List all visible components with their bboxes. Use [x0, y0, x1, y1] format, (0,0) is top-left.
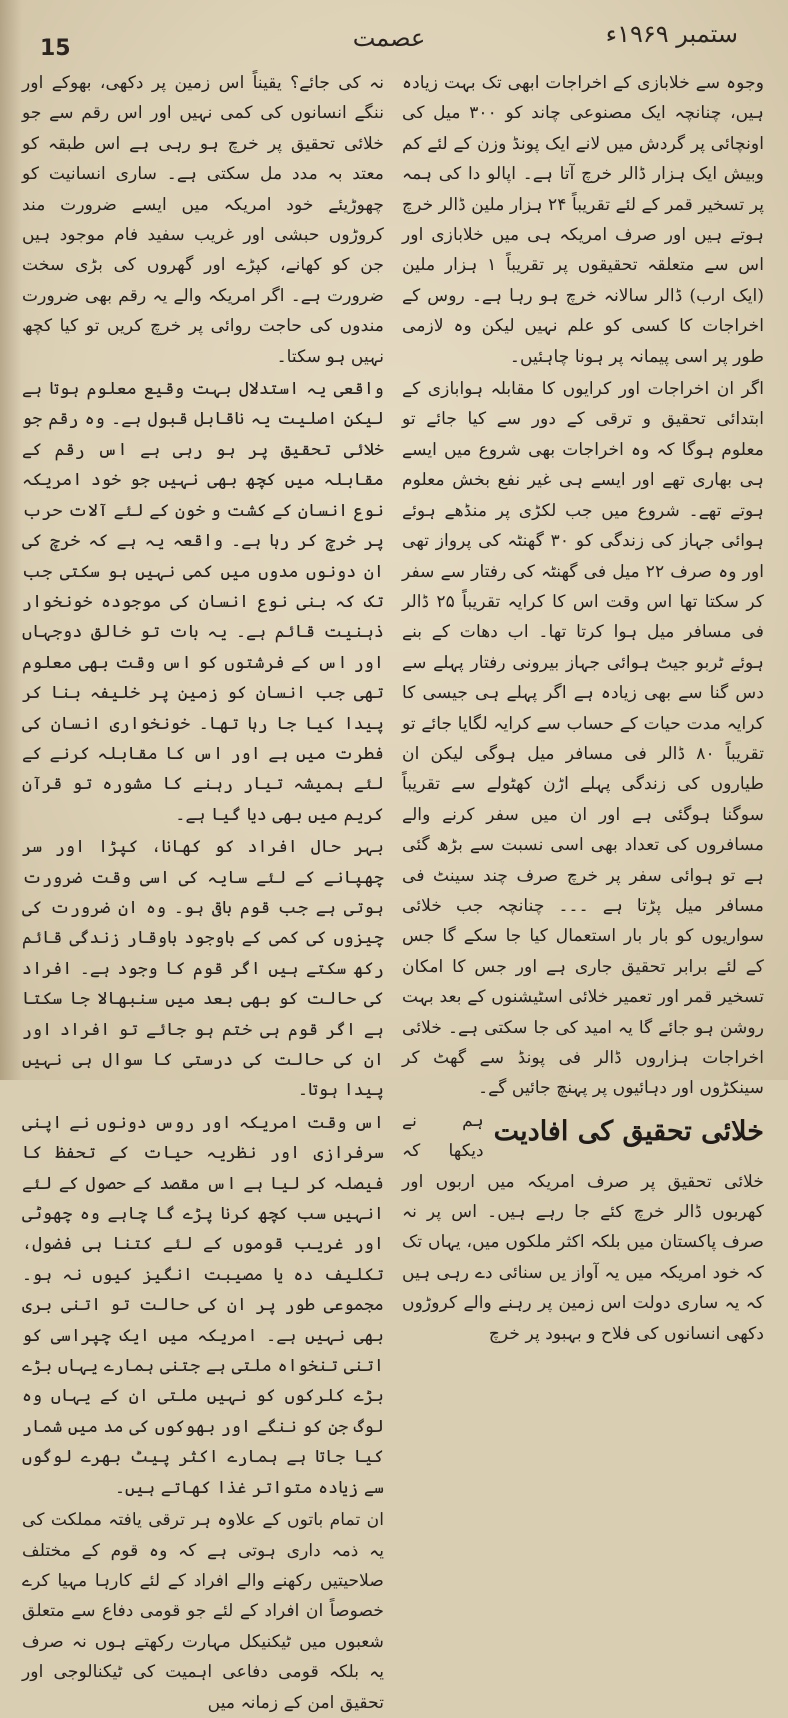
paragraph: اگر ان اخراجات اور کرایوں کا مقابلہ ہوابازی کے ابتدائی تحقیق و ترقی کے دور سے کیا جائے تو معلوم ہوگا کہ وہ اخراجات بھی شروع میں ایسے ہی بھاری تھے اور ایسے ہی غیر نفع بخش معلوم ہوتے تھے۔ شروع میں جب لکڑی پر منڈھے ہوئے ہوائی جہاز کی زندگی کو ۳۰ گھنٹہ کی پرواز تھی اور وہ صرف ۲۲ میل فی گھنٹہ کی رفتار سے سفر کر سکتا تھا اس وقت اس کا کرایہ تقریباً ۲۵ ڈالر فی مسافر میل ہوا کرتا تھا۔ اب دھات کے بنے ہوئے ٹربو جیٹ ہوائی جہاز بیرونی رفتار پہلے سے دس گنا سے بھی زیادہ ہے اگر پہلے ہی جیسی کا کرایہ مدت حیات کے حساب سے کرایہ لگایا جائے تو تقریباً ۸۰ ڈالر فی مسافر میل ہوگی لیکن ان طیاروں کی زندگی پہلے اڑن کھٹولے سے تقریباً سوگنا ہوگئی ہے اور ان میں سفر کرنے والے مسافروں کی تعداد بھی اسی نسبت سے بڑھ گئی ہے تو ہوائی سفر پر خرچ صرف چند سینٹ فی مسافر میل پڑتا ہے ۔۔۔ چنانچہ جب خلائی سواریوں کو بار بار استعمال کیا جا سکے گا جس کے لئے برابر تحقیق جاری ہے اور جس کا امکان تسخیر قمر اور تعمیر خلائی اسٹیشنوں کے بعد بہت روشن ہو جائے گا یہ امید کی جا سکتی ہے۔ خلائی اخراجات ہزاروں ڈالر فی پونڈ سے گھٹ کر سینکڑوں اور دہائیوں پر پہنچ جائیں گے۔	[402, 379, 765, 1099]
page-header	[30, 18, 748, 68]
paragraph: ان تمام باتوں کے علاوہ ہر ترقی یافتہ مملکت کی یہ ذمہ داری ہوتی ہے کہ وہ قوم کے مختلف صلاحیتیں رکھنے والے افراد کے لئے کارہا مہیا کرے خصوصاً ان افراد کے لئے جو قومی دفاع سے متعلق شعبوں میں ٹیکنیکل مہارت رکھتے ہوں نہ صرف یہ بلکہ قومی دفاعی اہمیت کی ٹیکنالوجی اور تحقیق امن کے زمانہ میں	[22, 1510, 384, 1713]
section-body	[402, 1106, 764, 1349]
paragraph: بہر حال افراد کو کھانا، کپڑا اور سر چھپانے کے لئے سایہ کی اسی وقت ضرورت ہوتی ہے جب قوم باقی ہو۔ وہ ان ضرورت کی چیزوں کی کمی کے باوجود باوقار زندگی قائم رکھ سکتے ہیں اگر قوم کا وجود ہے۔ افراد کی حالت کو بھی بعد میں سنبھالا جا سکتا ہے اگر قوم ہی ختم ہو جائے تو افراد اور ان کی حالت کی درستی کا سوال ہی نہیں پیدا ہوتا۔	[22, 837, 384, 1101]
paragraph: وجوہ سے خلابازی کے اخراجات ابھی تک بہت زیادہ ہیں، چنانچہ ایک مصنوعی چاند کو ۳۰۰ میل کی اونچائی پر گردش میں لانے ایک پونڈ وزن کے لئے کم وبیش ایک ہزار ڈالر خرچ آتا ہے۔ اپالو دا کی ہمہ پر تسخیر قمر کے لئے تقریباً ۲۴ ہزار ملین ڈالر خرچ ہوتے ہیں اور صرف امریکہ ہی میں خلابازی اور اس سے متعلقہ تحقیقوں پر تقریباً ۱ ہزار ملین (ایک ارب) ڈالر سالانہ خرچ ہو رہا ہے۔ روس کے اخراجات کا کسی کو علم نہیں لیکن وہ لازمی طور پر اسی پیمانہ پر ہونا چاہئیں۔	[402, 73, 764, 367]
paragraph: نہ کی جائے؟ یقیناً اس زمین پر دکھی، بھوکے اور ننگے انسانوں کی کمی نہیں اور اس رقم سے جو خلائی تحقیق پر خرچ ہو رہی ہے اس طبقہ کو معتد بہ مدد مل سکتی ہے۔ ساری انسانیت کو چھوڑیئے خود امریکہ میں ایسے ضرورت مند کروڑوں حبشی اور غریب سفید فام موجود ہیں جن کو کھانے، کپڑے اور گھروں کی بڑی سخت ضرورت ہے۔ اگر امریکہ والے یہ رقم بھی ضرورت مندوں کی حاجت روائی پر خرچ کریں تو کیا کچھ نہیں ہو سکتا۔	[22, 73, 384, 367]
left-column	[22, 68, 384, 1713]
section-heading: خلائی تحقیق کی افادیت	[493, 1115, 764, 1147]
binding-shadow	[0, 0, 22, 1080]
page-number: 15	[40, 36, 71, 61]
magazine-title: عصمت	[352, 24, 426, 52]
paragraph: اس وقت امریکہ اور روس دونوں نے اپنی سرفرازی اور نظریہ حیات کے تحفظ کا فیصلہ کر لیا ہے اس مقصد کے حصول کے لئے انہیں سب کچھ کرنا پڑے گا چاہے وہ چھوٹی اور غریب قوموں کے لئے کتنا ہی فضول، تکلیف دہ یا مصیبت انگیز کیوں نہ ہو۔ مجموعی طور پر ان کی حالت تو اتنی بری بھی نہیں ہے۔ امریکہ میں ایک چپراسی کو اتنی تنخواہ ملتی ہے جتنی ہمارے یہاں بڑے بڑے کلرکوں کو نہیں ملتی ان کے یہاں وہ لوگ جن کو ننگے اور بھوکوں کی مد میں شمار کیا جاتا ہے ہمارے اکثر پیٹ بھرے لوگوں سے زیادہ متواتر غذا کھاتے ہیں۔	[22, 1112, 384, 1498]
paragraph: واقعی یہ استدلال بہت وقیع معلوم ہوتا ہے لیکن اصلیت یہ ناقابل قبول ہے۔ وہ رقم جو خلائی تحقیق پر ہو رہی ہے اس رقم کے مقابلہ میں کچھ بھی نہیں جو خود امریکہ نوع انسان کے کشت و خون کے لئے آلات حرب پر خرچ کر رہا ہے۔ واقعہ یہ ہے کہ خرچ کی ان دونوں مدوں میں کمی نہیں ہو سکتی جب تک کہ بنی نوع انسان کی موجودہ خونخوار ذہنیت قائم ہے۔ یہ بات تو خالق دوجہاں اور اس کے فرشتوں کو اس وقت بھی معلوم تھی جب انسان کو زمین پر خلیفہ بنا کر پیدا کیا جا رہا تھا۔ خونخواری انسان کی فطرت میں ہے اور اس کا مقابلہ کرنے کے لئے ہمیشہ تیار رہنے کا مشورہ تو قرآن کریم میں بھی دیا گیا ہے۔	[22, 379, 384, 825]
issue-date: ستمبر ۱۹۶۹ء	[605, 20, 738, 48]
right-column	[402, 68, 765, 1344]
text-columns	[22, 68, 765, 1713]
section-text: ہم نے دیکھا کہ خلائی تحقیق پر صرف امریکہ میں اربوں اور کھربوں ڈالر خرچ کئے جا رہے ہیں۔ اس پر نہ صرف پاکستان میں بلکہ اکثر ملکوں میں، یہاں تک کہ خود امریکہ میں یہ آواز یں سنائی دے رہی ہیں کہ یہ ساری دولت اس زمین پر رہنے والے کروڑوں دکھی انسانوں کی فلاح و بہبود پر خرچ	[402, 1110, 764, 1344]
